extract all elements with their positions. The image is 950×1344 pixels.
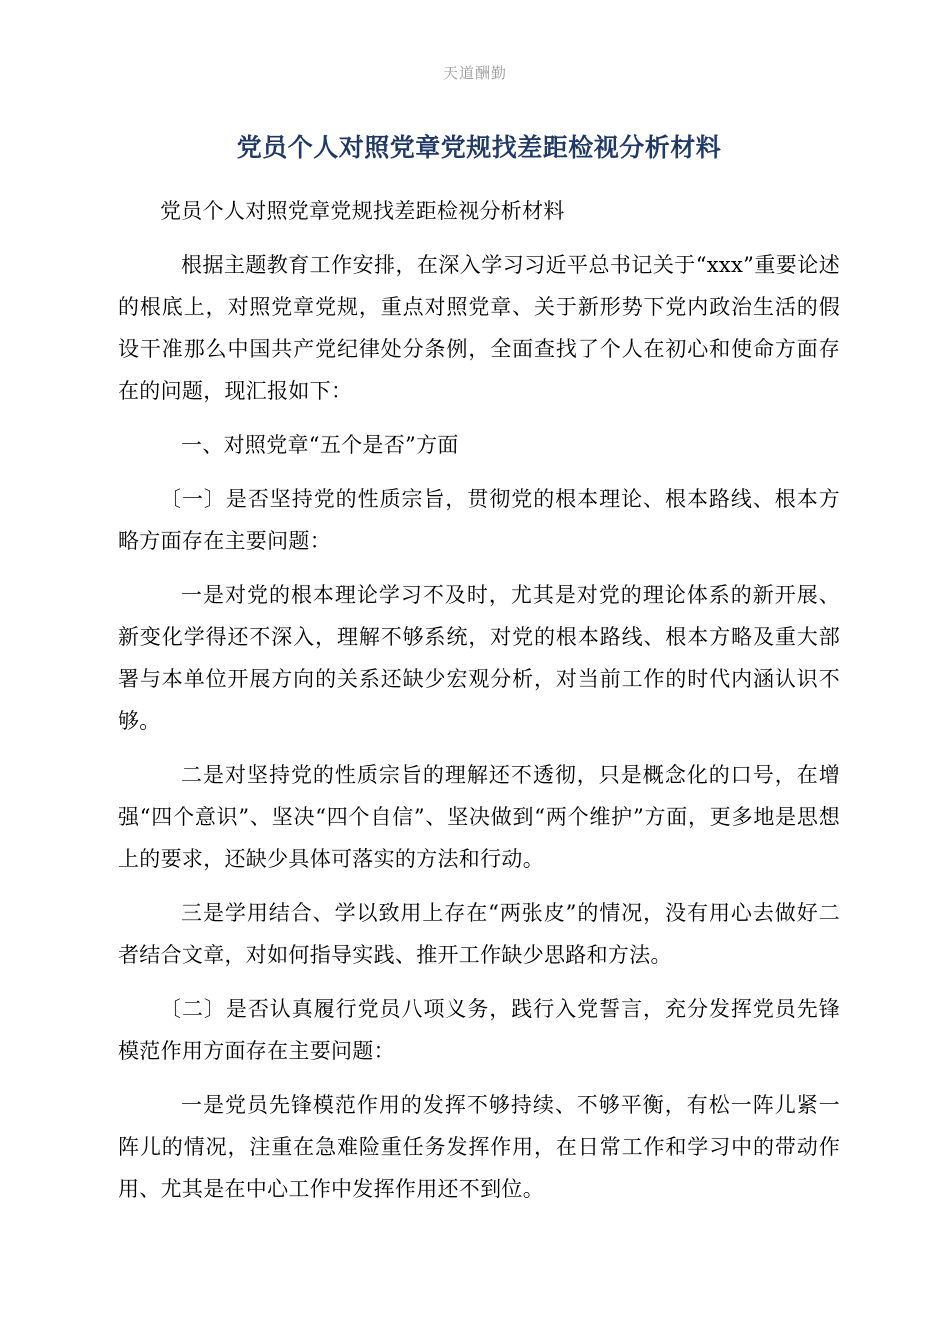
page-title: 党员个人对照党章党规找差距检视分析材料: [236, 133, 722, 162]
watermark-text: 天道酬勤: [442, 64, 507, 82]
paragraph-subtitle: 党员个人对照党章党规找差距检视分析材料: [160, 199, 565, 223]
paragraph-intro: 根据主题教育工作安排，在深入学习习近平总书记关于“xxx”重要论述的根底上，对照党章党规，重点对照党章、关于新形势下党内政治生活的假设干准那么中国共产党纪律处分条例，全面查找了个人在初心和使命方面存在的问题，现汇报如下：: [118, 253, 840, 403]
paragraph-item-1-1-a: 一是对党的根本理论学习不及时，尤其是对党的理论体系的新开展、新变化学得还不深入，理解不够系统，对党的根本路线、根本方略及重大部署与本单位开展方向的关系还缺少宏观分析，对当前工作的时代内涵认识不够。: [118, 583, 840, 733]
paragraph-item-1-1-c: 三是学用结合、学以致用上存在“两张皮”的情况，没有用心去做好二者结合文章，对如何指导实践、推开工作缺少思路和方法。: [118, 901, 840, 967]
paragraph-item-1-1-b: 二是对坚持党的性质宗旨的理解还不透彻，只是概念化的口号，在增强“四个意识”、坚决“四个自信”、坚决做到“两个维护”方面，更多地是思想上的要求，还缺少具体可落实的方法和行动。: [118, 763, 840, 871]
paragraph-item-1-1: 〔一〕是否坚持党的性质宗旨，贯彻党的根本理论、根本路线、根本方略方面存在主要问题：: [118, 487, 840, 553]
paragraph-item-1-2-a: 一是党员先锋模范作用的发挥不够持续、不够平衡，有松一阵儿紧一阵儿的情况，注重在急难险重任务发挥作用，在日常工作和学习中的带动作用、尤其是在中心工作中发挥作用还不到位。: [118, 1093, 840, 1201]
paragraph-section-1: 一、对照党章“五个是否”方面: [181, 433, 459, 457]
paragraph-item-1-2: 〔二〕是否认真履行党员八项义务，践行入党誓言，充分发挥党员先锋模范作用方面存在主要问题：: [118, 997, 840, 1063]
document-body: [118, 128, 840, 1222]
